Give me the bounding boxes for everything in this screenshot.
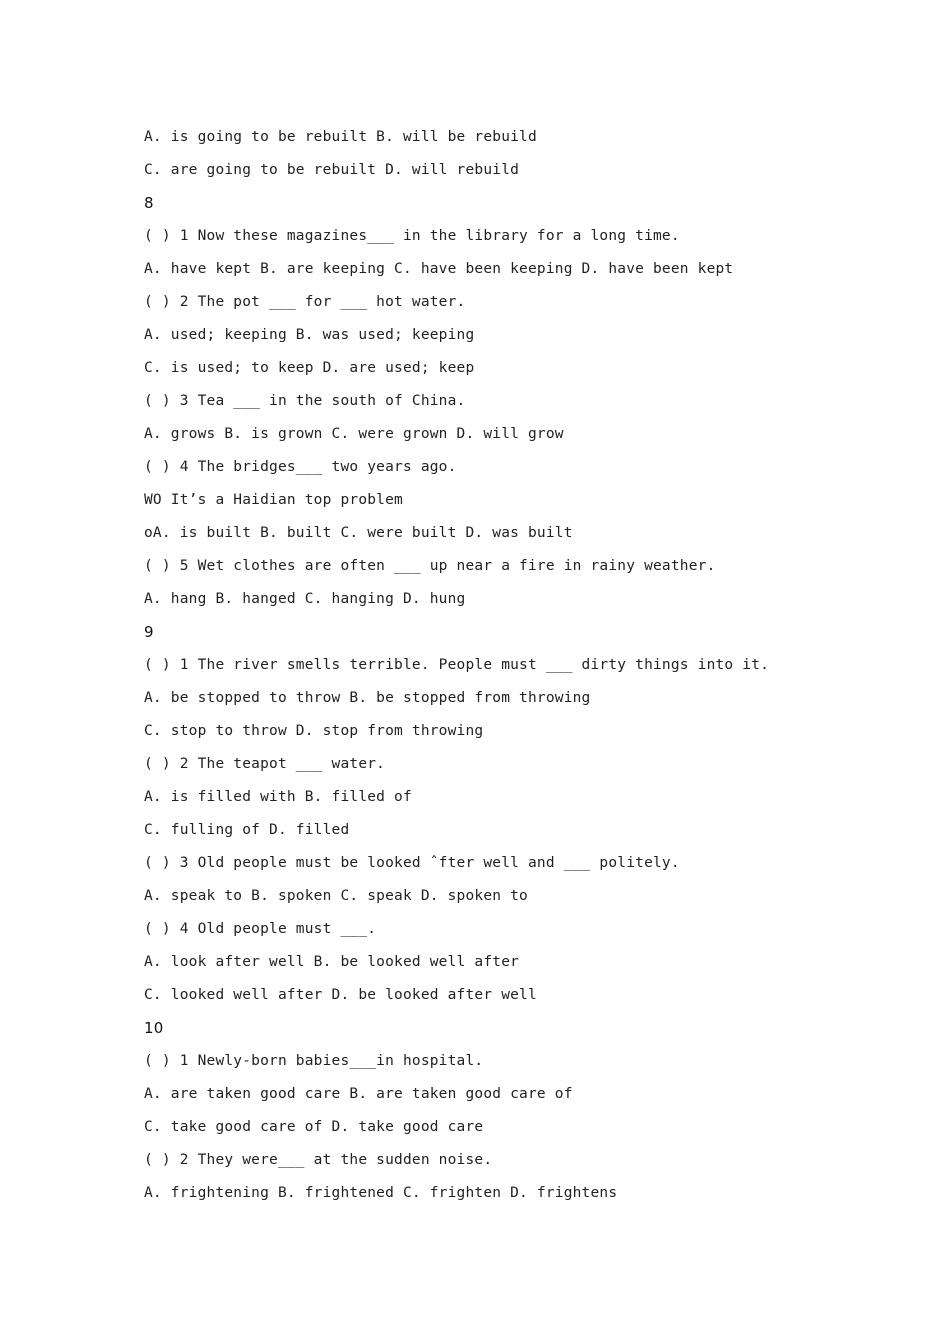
answer-options-line: C. looked well after D. be looked after well	[144, 987, 537, 1003]
section-number: 10	[144, 1019, 164, 1037]
question-line: ( ) 1 The river smells terrible. People must ___ dirty things into it.	[144, 657, 770, 673]
question-line: ( ) 2 The pot ___ for ___ hot water.	[144, 294, 466, 310]
answer-options-line: A. be stopped to throw B. be stopped from throwing	[144, 690, 591, 706]
answer-options-line: C. is used; to keep D. are used; keep	[144, 360, 475, 376]
question-line: ( ) 2 They were___ at the sudden noise.	[144, 1152, 493, 1168]
answer-options-line: A. is filled with B. filled of	[144, 789, 412, 805]
exercise-list	[144, 124, 864, 1213]
answer-options-line: A. hang B. hanged C. hanging D. hung	[144, 591, 466, 607]
answer-options-line: C. take good care of D. take good care	[144, 1119, 484, 1135]
answer-options-line: A. frightening B. frightened C. frighten D. frightens	[144, 1185, 618, 1201]
question-line: ( ) 4 Old people must ___.	[144, 921, 377, 937]
answer-options-line: oA. is built B. built C. were built D. was built	[144, 525, 573, 541]
question-line: ( ) 1 Now these magazines___ in the library for a long time.	[144, 228, 680, 244]
question-line: ( ) 3 Old people must be looked ˆfter well and ___ politely.	[144, 855, 680, 871]
text-line: WO It’s a Haidian top problem	[144, 492, 403, 508]
answer-options-line: A. look after well B. be looked well after	[144, 954, 520, 970]
question-line: ( ) 3 Tea ___ in the south of China.	[144, 393, 466, 409]
answer-options-line: A. is going to be rebuilt B. will be rebuild	[144, 129, 537, 145]
question-line: ( ) 2 The teapot ___ water.	[144, 756, 386, 772]
answer-options-line: A. grows B. is grown C. were grown D. will grow	[144, 426, 564, 442]
answer-options-line: A. have kept B. are keeping C. have been keeping D. have been kept	[144, 261, 734, 277]
question-line: ( ) 1 Newly-born babies___in hospital.	[144, 1053, 484, 1069]
answer-options-line: A. speak to B. spoken C. speak D. spoken to	[144, 888, 528, 904]
answer-options-line: A. used; keeping B. was used; keeping	[144, 327, 475, 343]
section-number: 8	[144, 194, 154, 212]
answer-options-line: A. are taken good care B. are taken good care of	[144, 1086, 573, 1102]
question-line: ( ) 5 Wet clothes are often ___ up near a fire in rainy weather.	[144, 558, 716, 574]
answer-options-line: C. are going to be rebuilt D. will rebuild	[144, 162, 520, 178]
answer-options-line: C. fulling of D. filled	[144, 822, 350, 838]
answer-options-line: C. stop to throw D. stop from throwing	[144, 723, 484, 739]
question-line: ( ) 4 The bridges___ two years ago.	[144, 459, 457, 475]
section-number: 9	[144, 623, 154, 641]
